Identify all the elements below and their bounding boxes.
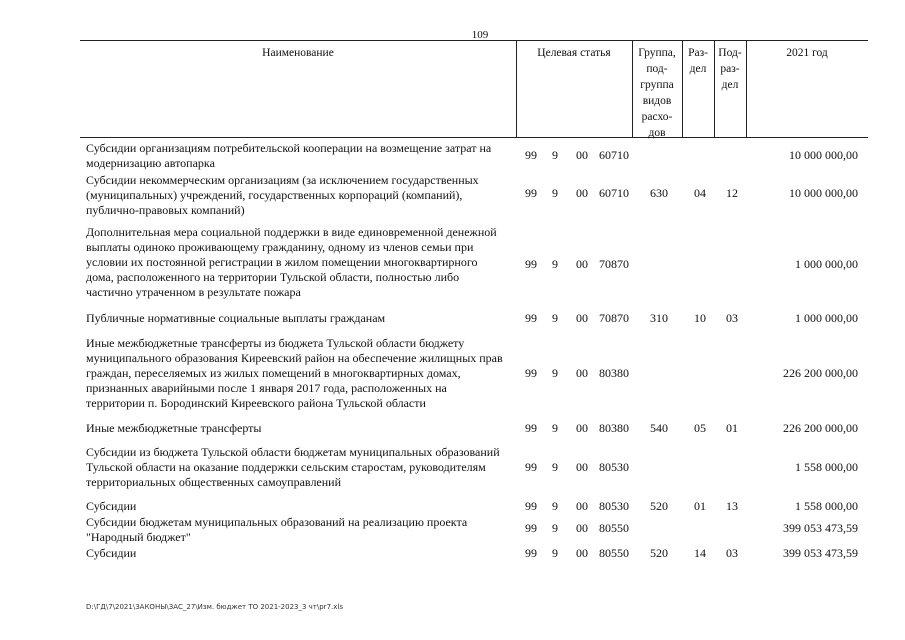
row-target-4: 80550 xyxy=(599,546,629,560)
row-subsection: 03 xyxy=(726,311,738,325)
row-target-4: 80530 xyxy=(599,499,629,513)
row-amount: 226 200 000,00 xyxy=(783,421,858,435)
row-subsection: 01 xyxy=(726,421,738,435)
row-target-4: 70870 xyxy=(599,257,629,271)
row-target-1: 99 xyxy=(525,521,537,535)
row-name: Субсидии из бюджета Тульской области бюджетам муниципальных образований Тульской области на оказание поддержки сельским старостам, руководителям территориальных общественных самоуправлений xyxy=(86,445,500,489)
row-target-3: 00 xyxy=(576,521,588,535)
row-target-1: 99 xyxy=(525,460,537,474)
row-target-2: 9 xyxy=(552,148,558,162)
row-target-1: 99 xyxy=(525,257,537,271)
row-target-1: 99 xyxy=(525,311,537,325)
row-name: Иные межбюджетные трансферты xyxy=(86,421,262,435)
row-section: 01 xyxy=(694,499,706,513)
row-group: 520 xyxy=(650,499,668,513)
row-target-3: 00 xyxy=(576,366,588,380)
row-target-4: 70870 xyxy=(599,311,629,325)
row-target-3: 00 xyxy=(576,460,588,474)
row-target-2: 9 xyxy=(552,421,558,435)
row-section: 10 xyxy=(694,311,706,325)
row-amount: 10 000 000,00 xyxy=(789,148,858,162)
row-target-3: 00 xyxy=(576,546,588,560)
row-name: Публичные нормативные социальные выплаты гражданам xyxy=(86,311,386,325)
row-section: 14 xyxy=(694,546,706,560)
row-name: Субсидии бюджетам муниципальных образований на реализацию проекта "Народный бюджет" xyxy=(86,515,468,544)
row-target-3: 00 xyxy=(576,499,588,513)
row-target-3: 00 xyxy=(576,257,588,271)
table-header xyxy=(80,40,868,138)
row-target-4: 80380 xyxy=(599,366,629,380)
row-target-2: 9 xyxy=(552,460,558,474)
row-target-1: 99 xyxy=(525,421,537,435)
row-target-3: 00 xyxy=(576,186,588,200)
row-target-2: 9 xyxy=(552,186,558,200)
row-name: Субсидии xyxy=(86,499,137,513)
header-subsection: Под- раз- дел xyxy=(718,47,742,91)
header-year: 2021 год xyxy=(786,47,828,59)
row-amount: 1 558 000,00 xyxy=(795,499,858,513)
page-number: 109 xyxy=(471,29,489,41)
row-group: 540 xyxy=(650,421,668,435)
row-target-2: 9 xyxy=(552,499,558,513)
row-subsection: 13 xyxy=(726,499,738,513)
row-name: Дополнительная мера социальной поддержки в виде единовременной денежной выплаты одиноко проживающему гражданину, одному из членов семьи при условии их постоянной регистрации в жилом помещении многоквартирного дома, расположенного на территории Тульской области, полностью либо частично утраченном в результате пожара xyxy=(86,225,497,299)
row-target-2: 9 xyxy=(552,366,558,380)
row-target-1: 99 xyxy=(525,186,537,200)
row-group: 520 xyxy=(650,546,668,560)
header-expense-group: Группа, под- группа видов расхо- дов xyxy=(638,47,676,139)
row-target-1: 99 xyxy=(525,499,537,513)
row-section: 05 xyxy=(694,421,706,435)
row-name: Субсидии xyxy=(86,546,137,560)
header-name: Наименование xyxy=(262,47,334,59)
row-amount: 399 053 473,59 xyxy=(783,521,858,535)
row-subsection: 12 xyxy=(726,186,738,200)
file-path-footer: D:\ГД\7\2021\ЗАКОНЫ\ЗАС_27\Изм. бюджет ТО 2021-2023_3 чт\pr7.xls xyxy=(86,603,343,611)
row-target-4: 80550 xyxy=(599,521,629,535)
row-name: Иные межбюджетные трансферты из бюджета Тульской области бюджету муниципального образования Киреевский район на обеспечение жилищных прав граждан, переселяемых из жилых помещений в многоквартирных домах, признанных аварийными после 1 января 2017 года, расположенных на территории п. Бородинский Киреевского района Тульской области xyxy=(86,336,503,410)
row-group: 310 xyxy=(650,311,668,325)
row-target-4: 60710 xyxy=(599,148,629,162)
row-target-4: 80530 xyxy=(599,460,629,474)
row-target-3: 00 xyxy=(576,421,588,435)
row-name: Субсидии некоммерческим организациям (за исключением государственных (муниципальных) учреждений, государственных корпораций (компаний), публично-правовых компаний) xyxy=(86,173,479,217)
row-section: 04 xyxy=(694,186,706,200)
row-target-1: 99 xyxy=(525,546,537,560)
row-group: 630 xyxy=(650,186,668,200)
row-target-4: 80380 xyxy=(599,421,629,435)
row-amount: 226 200 000,00 xyxy=(783,366,858,380)
row-target-1: 99 xyxy=(525,366,537,380)
row-amount: 1 000 000,00 xyxy=(795,311,858,325)
row-amount: 1 558 000,00 xyxy=(795,460,858,474)
header-target-article: Целевая статья xyxy=(537,47,611,59)
row-amount: 399 053 473,59 xyxy=(783,546,858,560)
header-section: Раз- дел xyxy=(688,47,708,75)
row-subsection: 03 xyxy=(726,546,738,560)
row-target-2: 9 xyxy=(552,311,558,325)
row-target-4: 60710 xyxy=(599,186,629,200)
row-target-2: 9 xyxy=(552,546,558,560)
row-target-1: 99 xyxy=(525,148,537,162)
row-target-3: 00 xyxy=(576,311,588,325)
row-target-3: 00 xyxy=(576,148,588,162)
row-name: Субсидии организациям потребительской кооперации на возмещение затрат на модернизацию автопарка xyxy=(86,141,492,170)
row-amount: 10 000 000,00 xyxy=(789,186,858,200)
row-amount: 1 000 000,00 xyxy=(795,257,858,271)
row-target-2: 9 xyxy=(552,257,558,271)
row-target-2: 9 xyxy=(552,521,558,535)
